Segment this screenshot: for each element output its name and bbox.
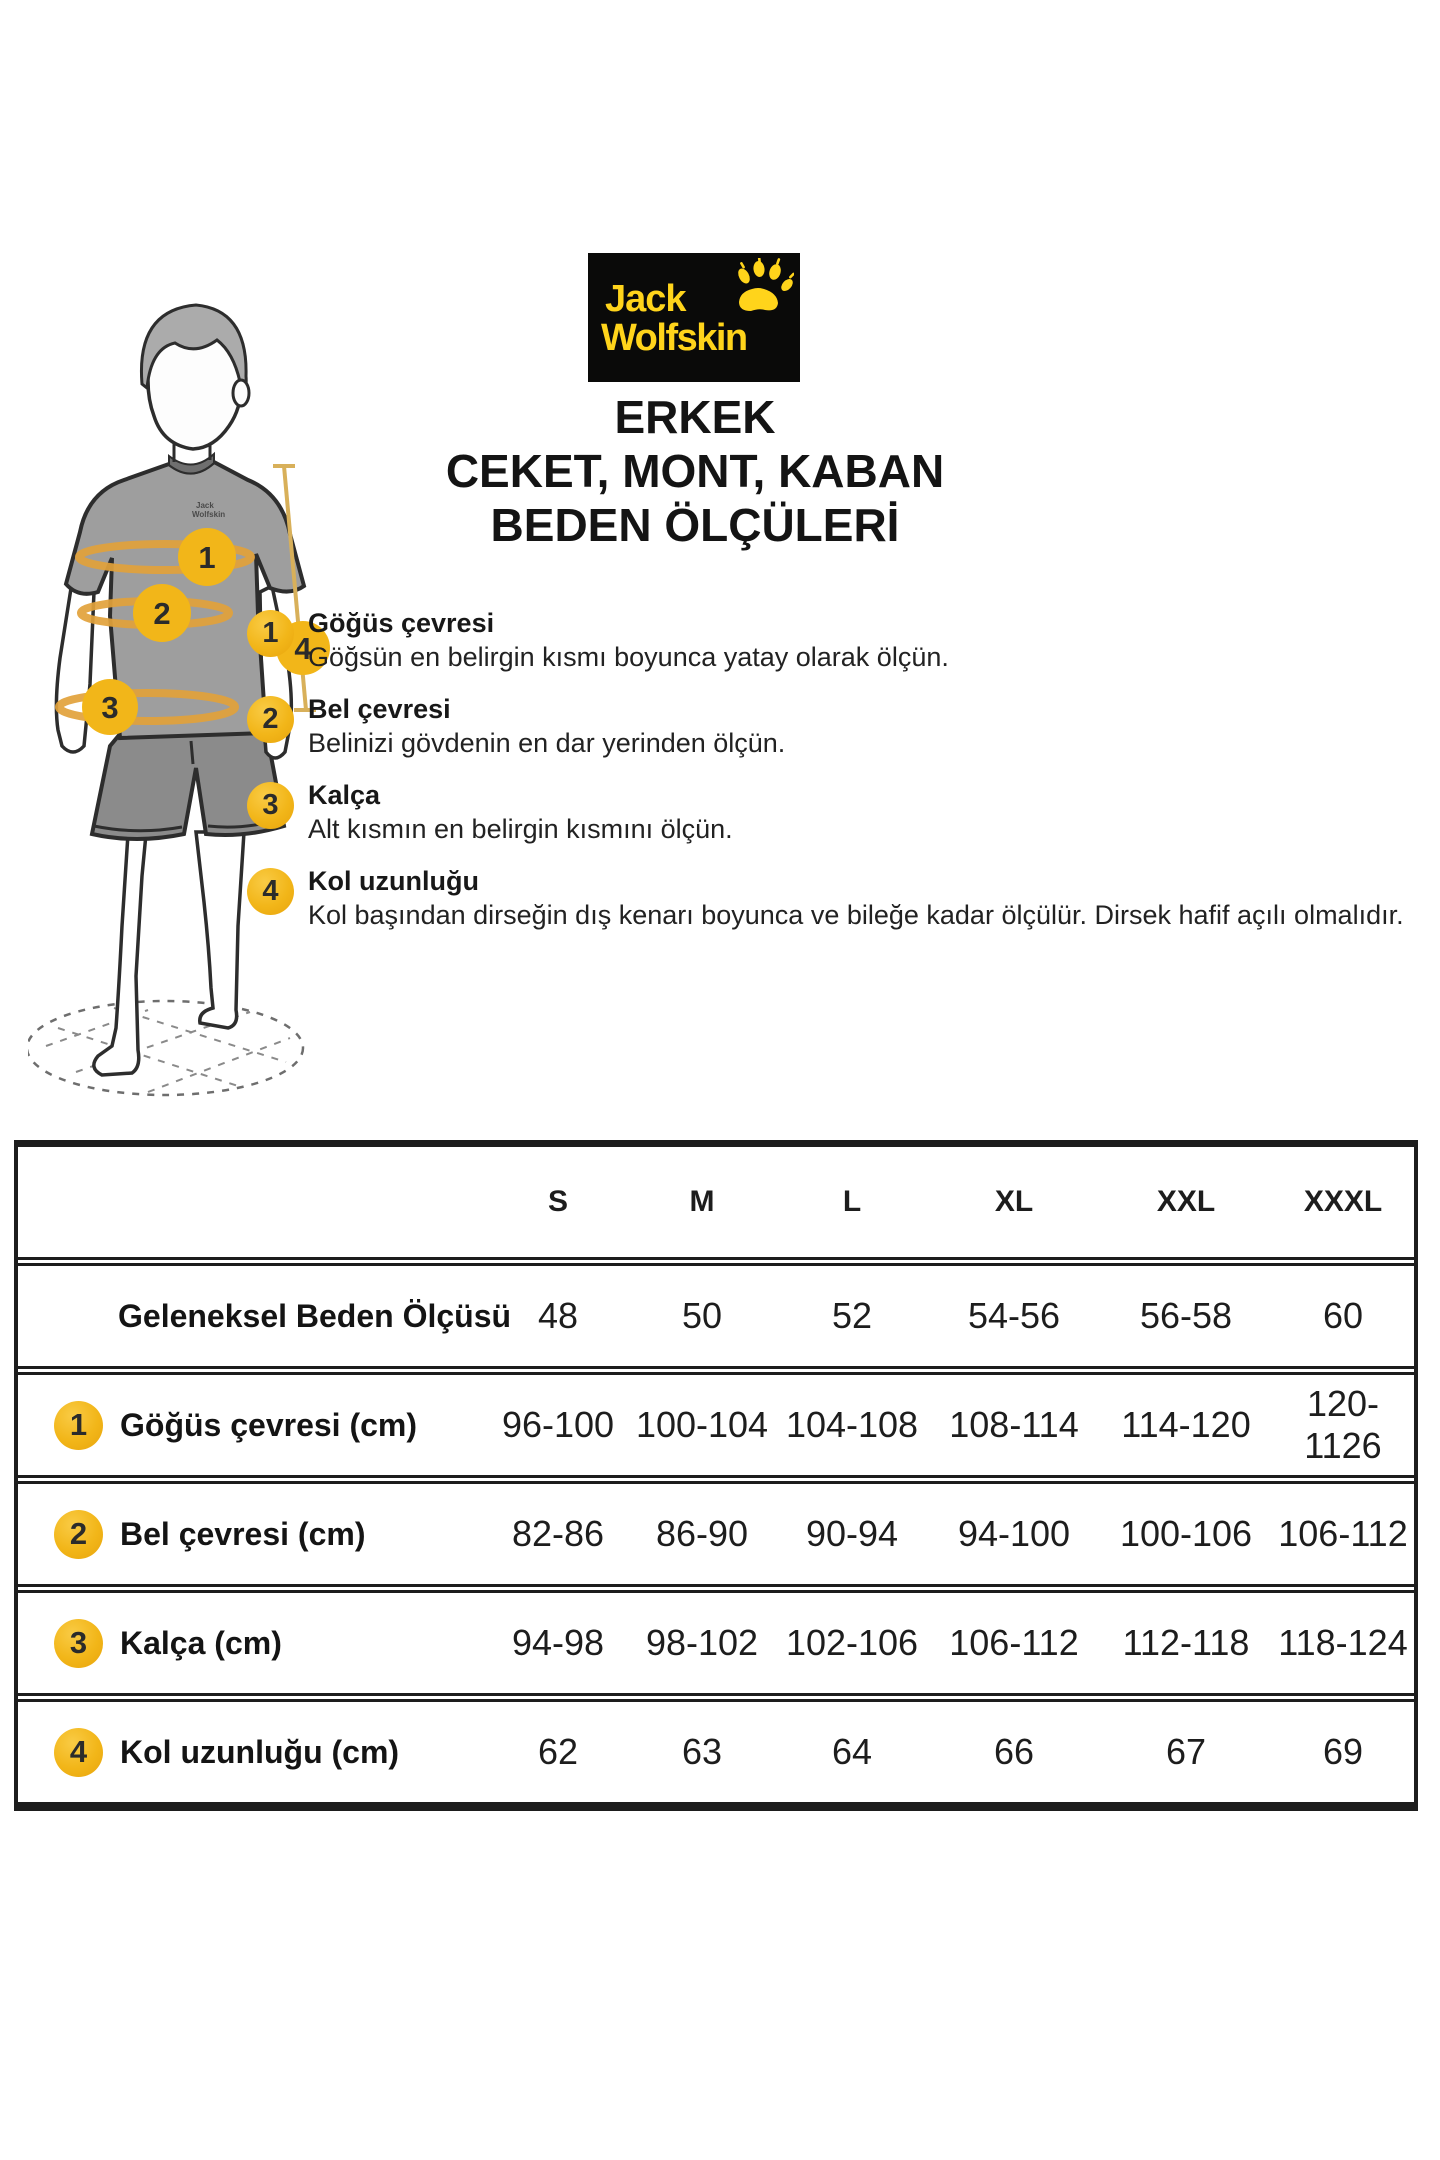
shirt-logo-text-1: Jack bbox=[196, 501, 214, 510]
table-cell: 98-102 bbox=[645, 1622, 759, 1663]
row-number-badge: 3 bbox=[54, 1619, 103, 1668]
instruction-number-badge: 1 bbox=[247, 610, 294, 657]
table-row-hip bbox=[18, 1584, 1414, 1693]
table-cell: 94-98 bbox=[511, 1622, 605, 1663]
size-column-s: S bbox=[547, 1185, 568, 1218]
size-column-m: M bbox=[689, 1185, 715, 1218]
table-cell: 106-112 bbox=[1278, 1513, 1408, 1554]
table-cell: 52 bbox=[831, 1295, 873, 1336]
table-cell: 90-94 bbox=[805, 1513, 899, 1554]
title-line-gender: ERKEK bbox=[614, 391, 776, 443]
row-label: Kol uzunluğu (cm) bbox=[120, 1733, 400, 1770]
table-cell: 120-1126 bbox=[1304, 1383, 1382, 1466]
table-cell: 50 bbox=[681, 1295, 723, 1336]
table-row-arm-length bbox=[18, 1693, 1414, 1802]
row-label: Bel çevresi (cm) bbox=[120, 1515, 366, 1552]
instruction-title: Bel çevresi bbox=[308, 694, 451, 724]
table-row-chest bbox=[18, 1366, 1414, 1475]
instruction-title: Kalça bbox=[308, 780, 381, 810]
row-label: Göğüs çevresi (cm) bbox=[120, 1406, 417, 1443]
table-cell: 106-112 bbox=[949, 1622, 1079, 1663]
title-line-category: CEKET, MONT, KABAN bbox=[445, 445, 945, 497]
table-cell: 54-56 bbox=[967, 1295, 1061, 1336]
row-number-badge: 4 bbox=[54, 1728, 103, 1777]
table-cell: 67 bbox=[1165, 1731, 1207, 1772]
row-label: Geleneksel Beden Ölçüsü bbox=[118, 1297, 512, 1334]
instruction-desc: Kol başından dirseğin dış kenarı boyunca ve bileğe kadar ölçülür. Dirsek hafif açılı olmalıdır. bbox=[308, 900, 1404, 930]
instruction-number-badge: 4 bbox=[247, 868, 294, 915]
size-column-xxl: XXL bbox=[1156, 1185, 1216, 1218]
size-column-xxxl: XXXL bbox=[1303, 1185, 1383, 1218]
floor-grid bbox=[46, 1008, 290, 1092]
table-cell: 112-118 bbox=[1122, 1622, 1250, 1663]
table-cell: 108-114 bbox=[949, 1404, 1079, 1445]
table-cell: 104-108 bbox=[785, 1404, 919, 1445]
shirt-logo-text-2: Wolfskin bbox=[192, 510, 226, 519]
table-cell: 118-124 bbox=[1278, 1622, 1408, 1663]
row-number-badge: 2 bbox=[54, 1510, 103, 1559]
table-cell: 96-100 bbox=[501, 1404, 615, 1445]
table-cell: 102-106 bbox=[785, 1622, 919, 1663]
table-cell: 69 bbox=[1322, 1731, 1364, 1772]
table-row-traditional-size bbox=[18, 1257, 1414, 1366]
size-table-header-row bbox=[18, 1147, 1414, 1257]
instruction-desc: Belinizi gövdenin en dar yerinden ölçün. bbox=[308, 728, 786, 758]
size-column-xl: XL bbox=[994, 1185, 1034, 1218]
figure-marker-1: 1 bbox=[198, 540, 216, 575]
row-number-badge: 1 bbox=[54, 1401, 103, 1450]
table-cell: 62 bbox=[537, 1731, 579, 1772]
table-cell: 114-120 bbox=[1121, 1404, 1251, 1445]
figure-legs bbox=[94, 832, 244, 1075]
table-cell: 100-106 bbox=[1119, 1513, 1253, 1554]
instruction-desc: Göğsün en belirgin kısmı boyunca yatay olarak ölçün. bbox=[308, 642, 949, 672]
figure-marker-2: 2 bbox=[153, 596, 171, 631]
figure-marker-4: 4 bbox=[294, 631, 312, 666]
figure-marker-3: 3 bbox=[101, 690, 119, 725]
instruction-number-badge: 3 bbox=[247, 782, 294, 829]
table-cell: 86-90 bbox=[655, 1513, 749, 1554]
instruction-title: Göğüs çevresi bbox=[308, 608, 495, 638]
jack-wolfskin-logo bbox=[588, 253, 800, 382]
instruction-title: Kol uzunluğu bbox=[308, 866, 479, 896]
table-cell: 94-100 bbox=[957, 1513, 1071, 1554]
table-cell: 66 bbox=[993, 1731, 1035, 1772]
table-cell: 100-104 bbox=[635, 1404, 769, 1445]
row-label: Kalça (cm) bbox=[120, 1624, 282, 1661]
page-title bbox=[290, 390, 1100, 552]
table-cell: 56-58 bbox=[1139, 1295, 1233, 1336]
instruction-item-chest bbox=[247, 607, 1423, 674]
table-row-waist bbox=[18, 1475, 1414, 1584]
table-cell: 82-86 bbox=[511, 1513, 605, 1554]
instruction-item-hip bbox=[247, 779, 1423, 846]
instruction-item-waist bbox=[247, 693, 1423, 760]
instruction-number-badge: 2 bbox=[247, 696, 294, 743]
table-cell: 48 bbox=[537, 1295, 579, 1336]
title-line-sizes: BEDEN ÖLÇÜLERİ bbox=[490, 499, 900, 551]
measurement-instructions bbox=[247, 607, 1423, 951]
instruction-desc: Alt kısmın en belirgin kısmını ölçün. bbox=[308, 814, 733, 844]
instruction-item-arm bbox=[247, 865, 1423, 932]
logo-text-jack: Jack bbox=[605, 278, 686, 320]
size-column-l: L bbox=[842, 1185, 862, 1218]
paw-icon bbox=[732, 258, 794, 314]
table-cell: 63 bbox=[681, 1731, 723, 1772]
figure-ear bbox=[233, 380, 249, 406]
logo-text-wolfskin: Wolfskin bbox=[601, 317, 747, 359]
table-cell: 64 bbox=[831, 1731, 873, 1772]
table-cell: 60 bbox=[1322, 1295, 1364, 1336]
size-table bbox=[14, 1140, 1418, 1811]
